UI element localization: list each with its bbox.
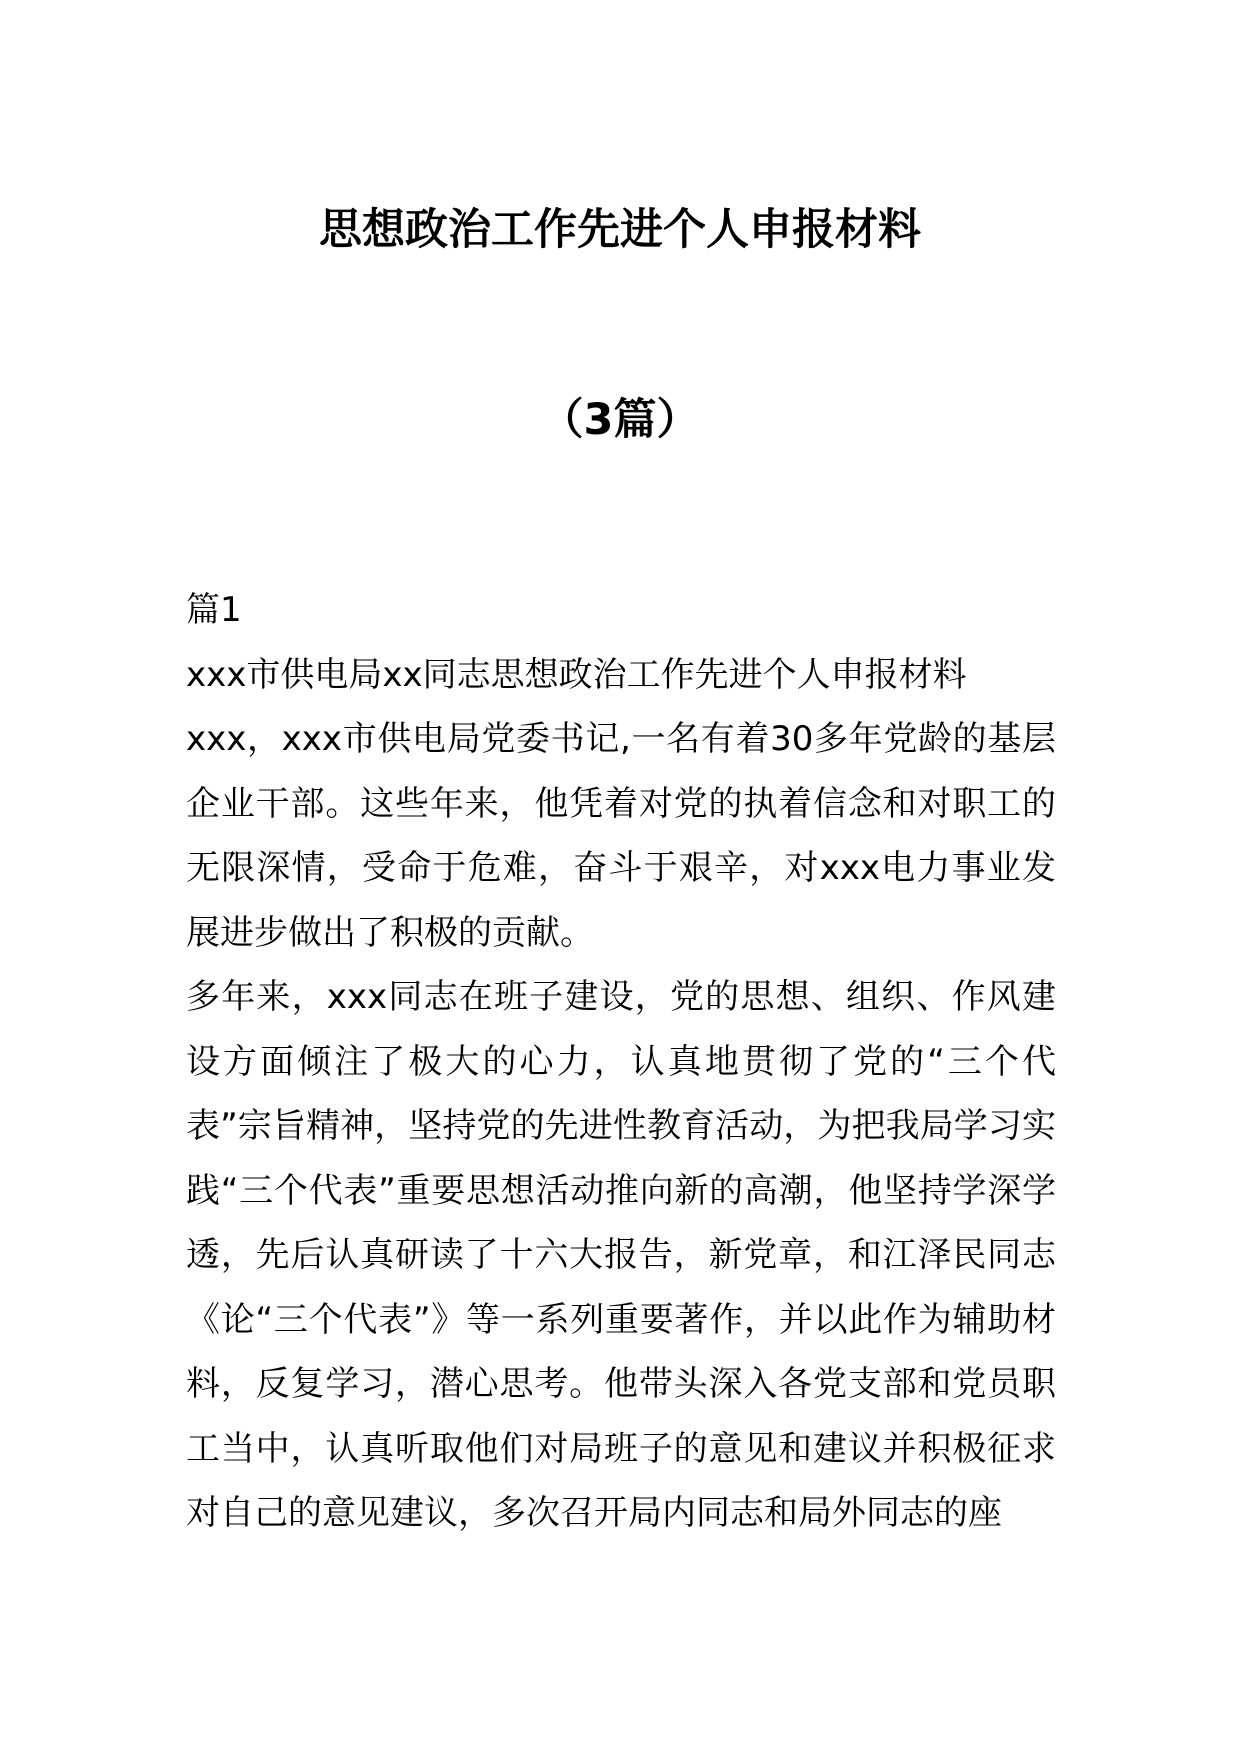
section-label: 篇1 [186,590,242,630]
paragraph-1: xxx，xxx市供电局党委书记,一名有着30多年党龄的基层企业干部。这些年来，他凭着对党的执着信念和对职工的无限深情，受命于危难，奋斗于艰辛，对xxx电力事业发展进步做出了积极的贡献。 [186,719,1056,953]
paragraph-2: 多年来，xxx同志在班子建设，党的思想、组织、作风建设方面倾注了极大的心力，认真地贯彻了党的“三个代表”宗旨精神，坚持党的先进性教育活动，为把我局学习实践“三个代表”重要思想活动推向新的高潮，他坚持学深学透，先后认真研读了十六大报告，新党章，和江泽民同志《论“三个代表”》等一系列重要著作，并以此作为辅助材料，反复学习，潜心思考。他带头深入各党支部和党员职工当中，认真听取他们对局班子的意见和建议并积极征求对自己的意见建议，多次召开局内同志和局外同志的座 [186,977,1056,1533]
document-body [186,578,1056,1546]
section-heading: xxx市供电局xx同志思想政治工作先进个人申报材料 [186,654,967,695]
document-subtitle: （3篇） [540,395,700,445]
document-title: 思想政治工作先进个人申报材料 [319,205,921,255]
